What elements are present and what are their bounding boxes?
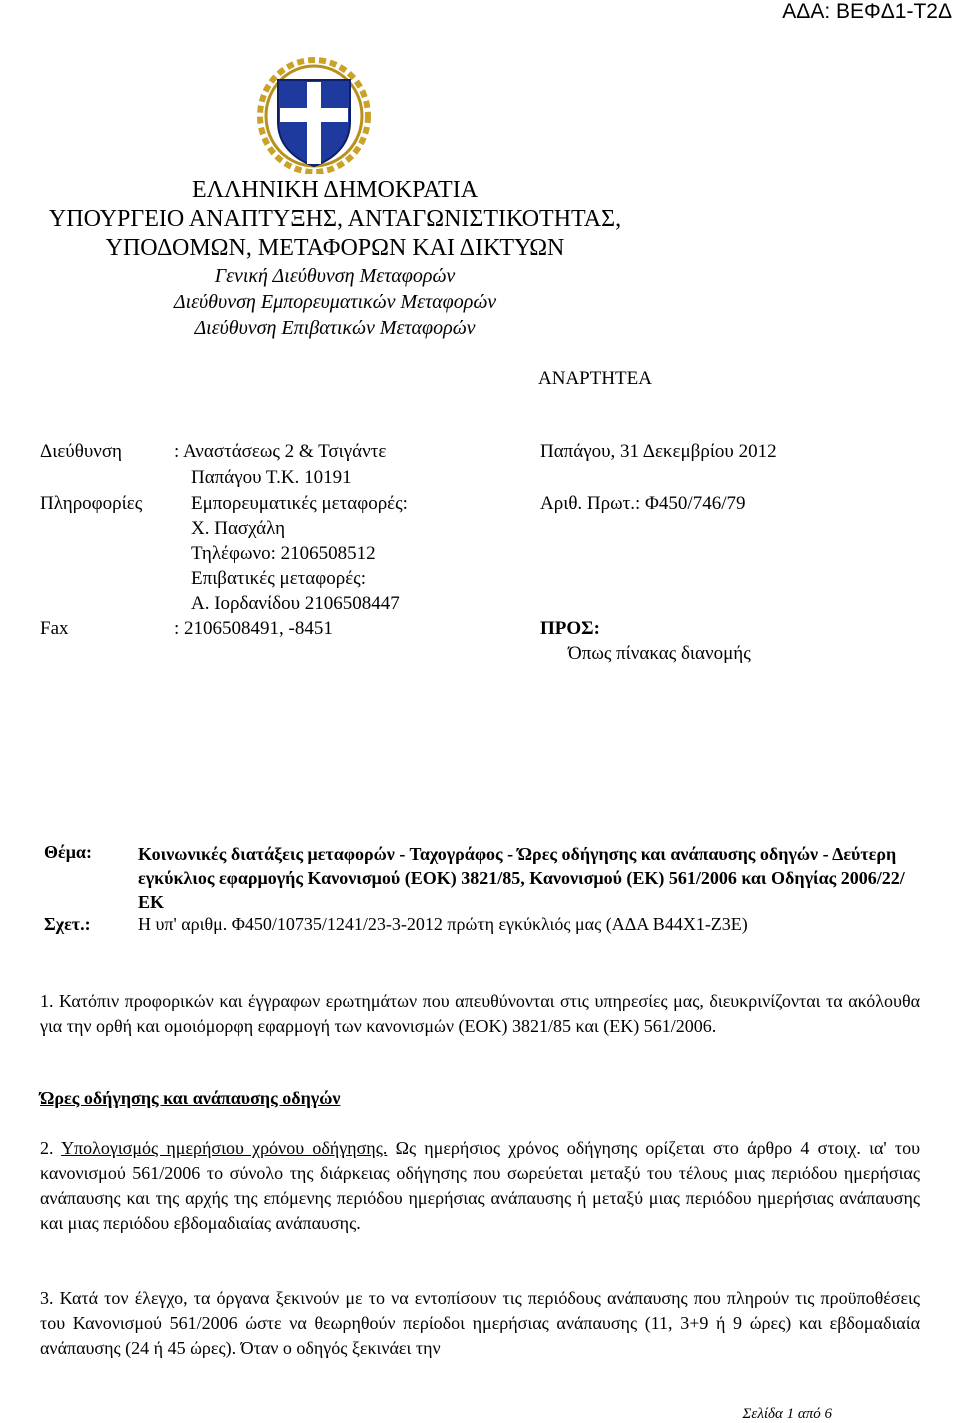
paragraph-1: 1. Κατόπιν προφορικών και έγγραφων ερωτημάτων που απευθύνονται στις υπηρεσίες μας, διευκρινίζονται τα ακόλουθα για την ορθή και ομοιόμορφη εφαρμογή των κανονισμών (ΕΟΚ) 3821/85 και (ΕΚ) 561/2006. [40,991,920,1036]
section-title: Ώρες οδήγησης και ανάπαυσης οδηγών [40,1088,341,1108]
header-general-directorate: Γενική Διεύθυνση Μεταφορών [214,265,456,287]
address-label: Διεύθυνση [40,441,122,462]
header-directorate-freight: Διεύθυνση Εμπορευματικών Μεταφορών [173,291,497,313]
info-freight-label: Εμπορευματικές μεταφορές: [191,493,408,514]
info-label: Πληροφορίες [40,493,143,514]
info-freight-name: Χ. Πασχάλη [191,518,286,539]
fax-value: : 2106508491, -8451 [174,618,333,639]
info-passenger-label: Επιβατικές μεταφορές: [191,568,366,589]
protocol-number: Αριθ. Πρωτ.: Φ450/746/79 [540,493,746,514]
recipients-label: ΠΡΟΣ: [540,618,600,639]
posting-label: ΑΝΑΡΤΗΤΕΑ [538,368,652,389]
ada-code: ΑΔΑ: ΒΕΦΔ1-Τ2Δ [782,0,952,23]
paragraph-2 [40,1136,920,1236]
place-date: Παπάγου, 31 Δεκεμβρίου 2012 [540,441,777,462]
info-passenger-contact: Α. Ιορδανίδου 2106508447 [191,593,400,614]
address-value: : Αναστάσεως 2 & Τσιγάντε [174,441,387,462]
reference-text: Η υπ' αριθμ. Φ450/10735/1241/23-3-2012 πρώτη εγκύκλιός μας (ΑΔΑ Β44Χ1-Ζ3Ε) [138,914,748,934]
subject-text: Κοινωνικές διατάξεις μεταφορών - Ταχογράφος - Ώρες οδήγησης και ανάπαυσης οδηγών - Δεύτερη εγκύκλιος εφαρμογής Κανονισμού (ΕΟΚ) 3821/85, Κανονισμού (ΕΚ) 561/2006 και Οδηγίας 2006/22/ΕΚ [138,844,905,912]
page-number: Σελίδα 1 από 6 [742,1406,832,1422]
paragraph-2-number: 2. [40,1138,54,1158]
paragraph-2-text: Ως ημερήσιος χρόνος οδήγησης ορίζεται στο άρθρο 4 στοιχ. ια' του κανονισμού 561/2006 το σύνολο της διάρκειας οδήγησης που σωρεύεται μεταξύ του τέλους μιας περιόδου ημερήσιας ανάπαυσης και της αρχής της επόμενης περιόδου ημερήσιας ανάπαυσης ή μεταξύ μιας περιόδου ημερήσιας ανάπαυσης και μιας περιόδου εβδομαδιαίας ανάπαυσης. [40,1138,920,1233]
paragraph-2-heading: Υπολογισμός ημερήσιου χρόνου οδήγησης. [61,1138,388,1158]
header-ministry-line2: ΥΠΟΔΟΜΩΝ, ΜΕΤΑΦΟΡΩΝ ΚΑΙ ΔΙΚΤΥΩΝ [105,235,565,261]
header-directorate-passenger: Διεύθυνση Επιβατικών Μεταφορών [194,317,476,339]
reference-label: Σχετ.: [44,914,91,934]
subject-label: Θέμα: [44,842,92,862]
address-postcode: Παπάγου Τ.Κ. 10191 [191,467,352,488]
paragraph-3: 3. Κατά τον έλεγχο, τα όργανα ξεκινούν με το να εντοπίσουν τις περιόδους ανάπαυσης που πληρούν τις προϋποθέσεις του Κανονισμού 561/2006 ώστε να θεωρηθούν περίοδοι ημερήσιας ανάπαυσης (11, 3+9 ή 9 ώρες) και εβδομαδιαία ανάπαυσης (24 ή 45 ώρες). Όταν ο οδηγός ξεκινάει την [40,1288,920,1358]
info-freight-phone: Τηλέφωνο: 2106508512 [191,543,376,564]
header-ministry-line1: ΥΠΟΥΡΓΕΙΟ ΑΝΑΠΤΥΞΗΣ, ΑΝΤΑΓΩΝΙΣΤΙΚΟΤΗΤΑΣ, [48,206,622,232]
greek-coat-of-arms-icon [256,56,372,174]
header-republic: ΕΛΛΗΝΙΚΗ ΔΗΜΟΚΡΑΤΙΑ [191,177,479,203]
fax-label: Fax [40,618,69,639]
recipients-value: Όπως πίνακας διανομής [568,643,751,664]
